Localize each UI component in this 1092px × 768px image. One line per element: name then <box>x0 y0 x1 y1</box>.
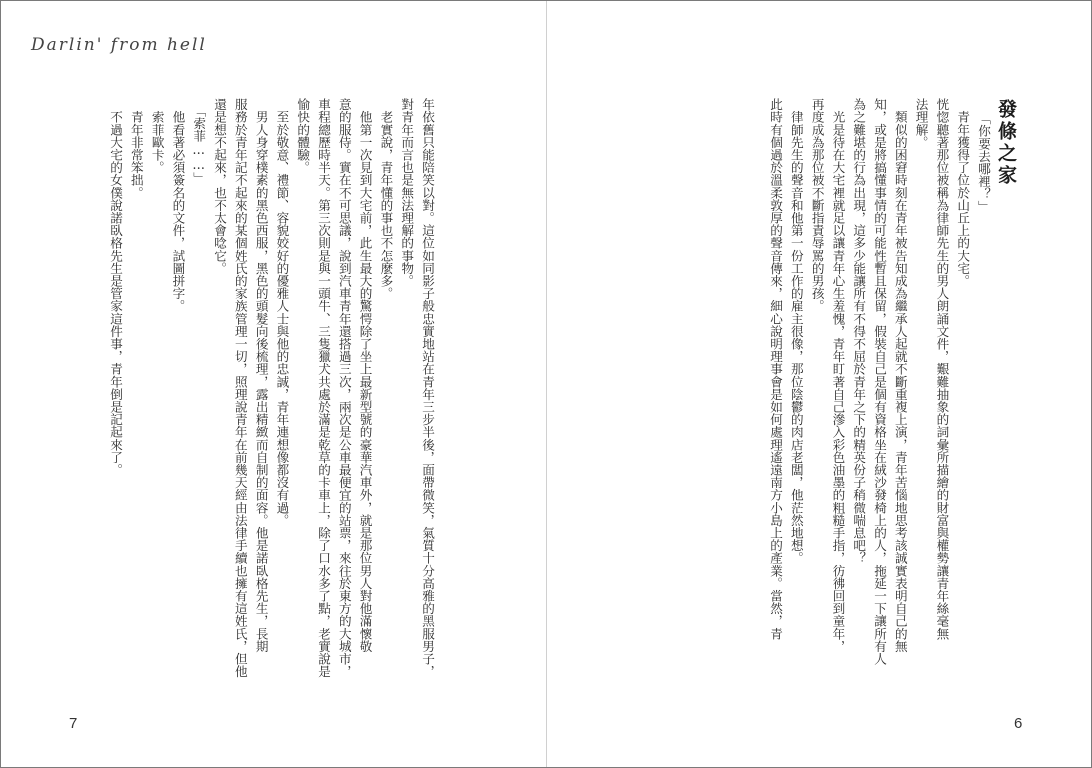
text-line: 服務於青年記不起來的某個姓氏的家族管理一切，照理說青年在前幾天經由法律手續也擁有這姓氏，但他 <box>232 98 248 678</box>
text-line: 意的服侍。實在不可思議，說到汽車青年還搭過三次，兩次是公車最便宜的站票，來往於東方的大城市， <box>336 98 352 678</box>
text-line: 至於敬意、禮節、容貌姣好的優雅人士與他的忠誠，青年連想像都沒有過。 <box>274 98 290 527</box>
text-line: 車程總歷時半天。第三次則是與一頭牛、三隻獵犬共處於滿是乾草的卡車上，除了口水多了點，老實說是 <box>316 98 332 678</box>
text-line: 不過大宅的女僕說諾臥格先生是管家這件事，青年倒是記起來了。 <box>108 98 124 476</box>
chapter-title: 發條之家 <box>995 99 1017 187</box>
text-line: 律師先生的聲音和他第一份工作的雇主很像，那位陰鬱的肉店老闆，他茫然地想。 <box>788 98 804 565</box>
page-gutter <box>546 1 547 767</box>
text-line: 再度成為那位被不斷指責辱罵的男孩。 <box>809 98 825 313</box>
text-line: 青年獲得了位於山丘上的大宅。 <box>955 98 971 287</box>
text-line: 索菲歐卡。 <box>149 98 165 174</box>
text-line: 法理解。 <box>913 98 929 149</box>
text-line: 他第一次見到大宅前，此生最大的驚愕除了坐上最新型號的豪華汽車外，就是那位男人對他滿懷敬 <box>357 98 373 653</box>
text-line: 「索菲……」 <box>191 98 207 185</box>
right-page-body <box>764 98 993 688</box>
left-page-body <box>104 98 437 688</box>
text-line: 年依舊只能陪笑以對。這位如同影子般忠實地站在青年三步半後，面帶微笑，氣質十分高雅的黑服男子， <box>420 98 435 678</box>
page-number-right: 6 <box>1014 715 1023 732</box>
text-line: 愉快的體驗。 <box>295 98 311 174</box>
running-header: Darlin' from hell <box>31 35 207 55</box>
page-number-left: 7 <box>69 715 78 732</box>
text-line: 老實說，青年懂的事也不怎麼多。 <box>378 98 394 300</box>
text-line: 「你要去哪裡？」 <box>976 112 991 213</box>
text-line: 他看著必須簽名的文件，試圖拼字。 <box>170 98 186 313</box>
text-line: 為之難堪的行為出現，這多少能讓所有不得不屈於青年之下的精英份子稍微喘息吧？ <box>851 98 867 565</box>
text-line: 此時有個過於溫柔敦厚的聲音傳來，細心說明理事會是如何處理遙遠南方小島上的產業。當然，青 <box>768 98 784 640</box>
text-line: 對青年而言也是無法理解的事物。 <box>399 98 415 287</box>
text-line: 光是待在大宅裡就足以讓青年心生羞愧，青年盯著自己滲入彩色油墨的粗糙手指，彷彿回到童年， <box>830 98 846 653</box>
text-line: 青年非常笨拙。 <box>128 98 144 199</box>
text-line: 知，或是將搞懂事情的可能性暫且保留，假裝自己是個有資格坐在絨沙發椅上的人，拖延一下讓所有人 <box>872 98 888 665</box>
text-line: 男人身穿樸素的黑色西服，黑色的頭髮向後梳理，露出精緻而自制的面容。他是諾臥格先生，長期 <box>253 98 269 653</box>
text-line: 恍惚聽著那位被稱為律師先生的男人朗誦文件，艱難抽象的詞彙所描繪的財富與權勢讓青年絲毫無 <box>934 98 950 640</box>
text-line: 還是想不起來，也不太會唸它。 <box>212 98 228 275</box>
text-line: 類似的困窘時刻在青年被告知成為繼承人起就不斷重複上演，青年苦惱地思考該誠實表明自己的無 <box>892 98 908 653</box>
